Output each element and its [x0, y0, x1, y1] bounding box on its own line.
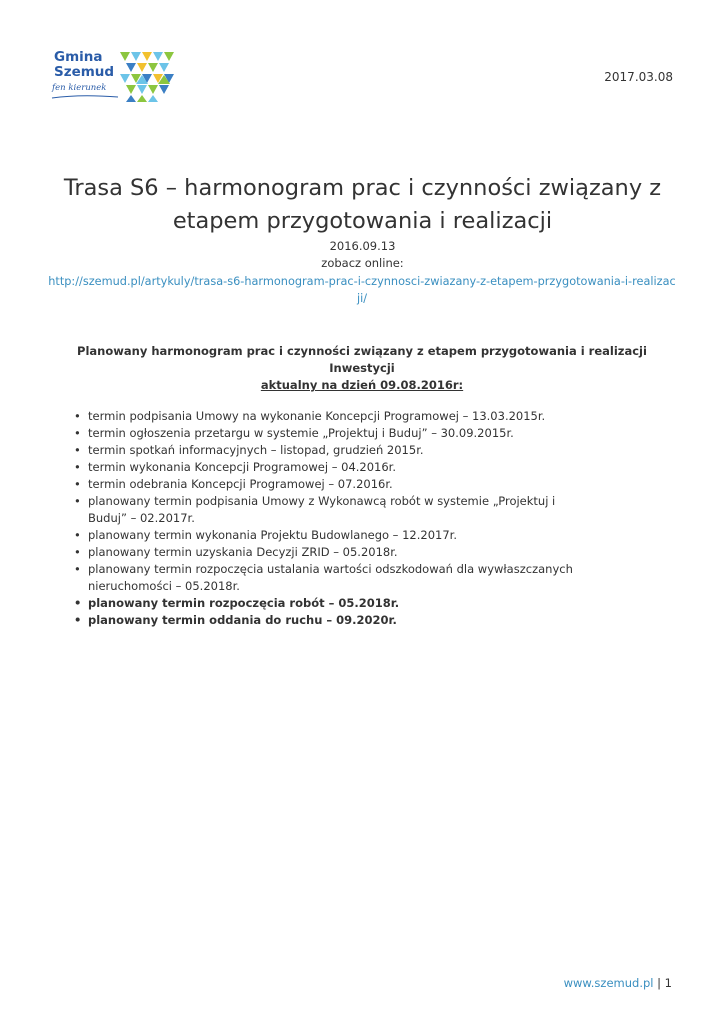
bullet-icon: •: [74, 443, 81, 457]
schedule-list-item: [74, 493, 594, 527]
schedule-item-text: termin wykonania Koncepcji Programowej – 04.2016r.: [88, 460, 397, 474]
bullet-icon: •: [74, 613, 82, 627]
schedule-subheading: aktualny na dzień 09.08.2016r:: [260, 378, 464, 392]
schedule-list-item: [74, 612, 594, 629]
see-online-label: zobacz online:: [321, 256, 404, 270]
logo-triangles-icon: [118, 50, 176, 102]
schedule-list-item: [74, 561, 594, 595]
logo-tagline: fen kierunek: [52, 83, 107, 93]
schedule-item-text: planowany termin rozpoczęcia ustalania wartości odszkodowań dla wywłaszczanych nieruchomości – 05.2018r.: [88, 562, 573, 593]
footer-site-link[interactable]: www.szemud.pl: [563, 976, 654, 990]
footer-page-number: 1: [664, 976, 672, 990]
bullet-icon: •: [74, 562, 81, 576]
bullet-icon: •: [74, 426, 81, 440]
logo-line-1: Gmina: [54, 49, 103, 65]
schedule-list-item: [74, 595, 594, 612]
schedule-item-text: termin spotkań informacyjnych – listopad, grudzień 2015r.: [88, 443, 424, 457]
schedule-item-text: termin odebrania Koncepcji Programowej – 07.2016r.: [88, 477, 393, 491]
schedule-list-item: [74, 459, 594, 476]
schedule-list: [74, 408, 594, 629]
bullet-icon: •: [74, 545, 81, 559]
schedule-item-text: planowany termin uzyskania Decyzji ZRID – 05.2018r.: [88, 545, 398, 559]
schedule-list-item: [74, 425, 594, 442]
schedule-list-item: [74, 544, 594, 561]
bullet-icon: •: [74, 409, 81, 423]
schedule-heading: [62, 343, 662, 394]
schedule-list-item: [74, 527, 594, 544]
bullet-icon: •: [74, 494, 81, 508]
schedule-item-text: planowany termin rozpoczęcia robót – 05.2018r.: [88, 596, 400, 610]
page-footer: [564, 976, 672, 990]
schedule-heading-text: Planowany harmonogram prac i czynności związany z etapem przygotowania i realizacji Inwestycji: [77, 344, 647, 375]
article-title: Trasa S6 – harmonogram prac i czynności związany z etapem przygotowania i realizacji: [63, 175, 662, 234]
logo-line-2: Szemud: [54, 64, 115, 80]
logo-swoosh-icon: [50, 94, 120, 100]
schedule-list-item: [74, 476, 594, 493]
schedule-item-text: termin ogłoszenia przetargu w systemie „Projektuj i Buduj” – 30.09.2015r.: [88, 426, 514, 440]
publication-date: 2016.09.13: [329, 239, 396, 253]
logo-wordmark: [54, 50, 114, 80]
schedule-list-item: [74, 408, 594, 425]
footer-separator: |: [657, 976, 662, 990]
bullet-icon: •: [74, 477, 81, 491]
bullet-icon: •: [74, 528, 81, 542]
schedule-item-text: planowany termin wykonania Projektu Budowlanego – 12.2017r.: [88, 528, 457, 542]
schedule-item-text: planowany termin oddania do ruchu – 09.2020r.: [88, 613, 397, 627]
gmina-szemud-logo: [50, 46, 180, 106]
bullet-icon: •: [74, 460, 81, 474]
article-url-link[interactable]: http://szemud.pl/artykuly/trasa-s6-harmonogram-prac-i-czynnosci-zwiazany-z-etapem-przygotowania-i-realizacji/: [48, 275, 676, 305]
schedule-item-text: termin podpisania Umowy na wykonanie Koncepcji Programowej – 13.03.2015r.: [88, 409, 546, 423]
schedule-list-item: [74, 442, 594, 459]
schedule-item-text: planowany termin podpisania Umowy z Wykonawcą robót w systemie „Projektuj i Buduj” – 02.2017r.: [88, 494, 556, 525]
bullet-icon: •: [74, 596, 82, 610]
header-date: 2017.03.08: [604, 70, 673, 84]
